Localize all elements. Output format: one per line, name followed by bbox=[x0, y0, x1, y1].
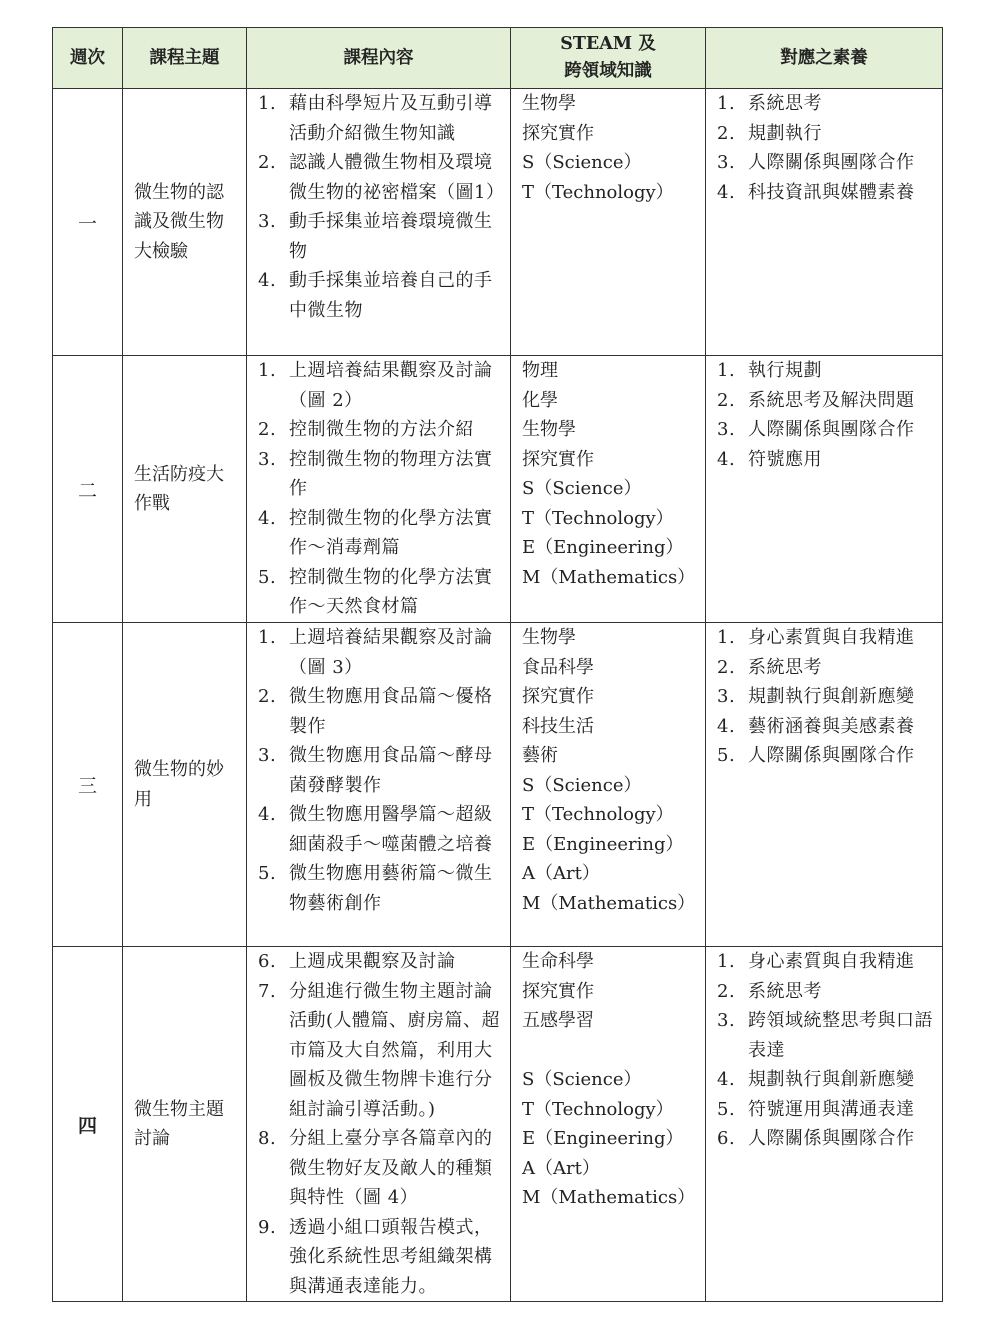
literacy-list bbox=[706, 356, 942, 474]
list-item bbox=[247, 504, 510, 563]
item-number: 5. bbox=[717, 1098, 736, 1120]
item-number: 2. bbox=[717, 122, 736, 144]
list-item bbox=[247, 207, 510, 266]
list-item bbox=[706, 415, 942, 445]
content-cell bbox=[247, 89, 511, 356]
literacy-list bbox=[706, 89, 942, 207]
item-text: 人際關係與團隊合作 bbox=[748, 419, 915, 440]
header-topic: 課程主題 bbox=[123, 28, 247, 89]
header-row bbox=[53, 28, 943, 89]
steam-item: E（Engineering） bbox=[522, 537, 684, 558]
steam-item: A（Art） bbox=[522, 863, 600, 884]
steam-item: 食品科學 bbox=[522, 656, 594, 678]
steam-item: T（Technology） bbox=[522, 507, 674, 529]
list-item bbox=[706, 1006, 942, 1065]
list-item bbox=[706, 977, 942, 1007]
steam-item: S（Science） bbox=[522, 478, 642, 499]
steam-item: M（Mathematics） bbox=[522, 892, 696, 914]
item-text: 藉由科學短片及互動引導活動介紹微生物知識 bbox=[289, 93, 493, 144]
list-item bbox=[706, 1124, 942, 1154]
item-number: 1. bbox=[717, 627, 736, 648]
item-text: 人際關係與團隊合作 bbox=[748, 1128, 915, 1149]
steam-item: 探究實作 bbox=[522, 686, 594, 707]
week-cell: 一 bbox=[53, 89, 123, 356]
steam-list bbox=[511, 356, 705, 592]
header-content: 課程內容 bbox=[247, 28, 511, 89]
week-cell: 二 bbox=[53, 356, 123, 623]
item-number: 2. bbox=[717, 389, 736, 411]
steam-item: S（Science） bbox=[522, 152, 642, 173]
item-number: 4. bbox=[258, 270, 277, 291]
list-item bbox=[706, 653, 942, 683]
item-text: 認識人體微生物相及環境微生物的祕密檔案（圖1） bbox=[289, 152, 505, 203]
item-text: 科技資訊與媒體素養 bbox=[748, 181, 915, 203]
item-number: 4. bbox=[258, 804, 277, 825]
item-number: 2. bbox=[258, 419, 277, 440]
header-steam-line1: STEAM 及 bbox=[560, 34, 656, 54]
list-item bbox=[247, 623, 510, 682]
item-text: 上週培養結果觀察及討論（圖 3） bbox=[289, 627, 493, 678]
item-number: 1. bbox=[717, 93, 736, 114]
list-item bbox=[247, 741, 510, 800]
steam-item: E（Engineering） bbox=[522, 833, 684, 855]
item-number: 2. bbox=[258, 686, 277, 707]
item-text: 分組進行微生物主題討論活動(人體篇、廚房篇、超市篇及大自然篇，利用大圖板及微生物牌卡進行分組討論引導活動。) bbox=[289, 980, 501, 1120]
steam-item: A（Art） bbox=[522, 1157, 600, 1179]
item-number: 5. bbox=[258, 863, 277, 884]
item-number: 6. bbox=[258, 951, 277, 972]
list-item bbox=[247, 356, 510, 415]
list-item bbox=[706, 1065, 942, 1095]
list-item bbox=[247, 1124, 510, 1213]
header-week: 週次 bbox=[53, 28, 123, 89]
item-number: 3. bbox=[717, 152, 736, 173]
item-text: 人際關係與團隊合作 bbox=[748, 745, 915, 766]
item-number: 2. bbox=[717, 656, 736, 678]
item-text: 執行規劃 bbox=[748, 360, 822, 381]
content-list bbox=[247, 947, 510, 1301]
steam-item: 生物學 bbox=[522, 627, 576, 648]
steam-cell bbox=[511, 356, 706, 623]
item-number: 9. bbox=[258, 1216, 277, 1238]
item-text: 規劃執行 bbox=[748, 122, 822, 144]
item-number: 3. bbox=[258, 745, 277, 766]
item-text: 透過小組口頭報告模式，強化系統性思考組織架構與溝通表達能力。 bbox=[289, 1216, 493, 1297]
literacy-list bbox=[706, 623, 942, 771]
steam-item: 藝術 bbox=[522, 745, 558, 766]
list-item bbox=[706, 947, 942, 977]
list-item bbox=[706, 1095, 942, 1125]
item-text: 微生物應用食品篇～優格製作 bbox=[289, 686, 493, 737]
topic-cell: 微生物的妙用 bbox=[123, 623, 247, 947]
steam-item: 化學 bbox=[522, 389, 558, 411]
list-item bbox=[706, 682, 942, 712]
steam-item: M（Mathematics） bbox=[522, 566, 696, 588]
table-row bbox=[53, 356, 943, 623]
steam-item: 五感學習 bbox=[522, 1010, 594, 1031]
item-number: 4. bbox=[258, 507, 277, 529]
item-text: 系統思考 bbox=[748, 980, 822, 1002]
item-number: 4. bbox=[717, 715, 736, 737]
list-item bbox=[247, 445, 510, 504]
item-number: 4. bbox=[717, 1069, 736, 1090]
item-number: 3. bbox=[258, 448, 277, 470]
topic-cell: 生活防疫大作戰 bbox=[123, 356, 247, 623]
content-list bbox=[247, 89, 510, 325]
steam-item: 探究實作 bbox=[522, 122, 594, 144]
steam-item: 科技生活 bbox=[522, 715, 594, 737]
item-text: 規劃執行與創新應變 bbox=[748, 686, 915, 707]
literacy-cell bbox=[706, 623, 943, 947]
content-cell bbox=[247, 947, 511, 1302]
list-item bbox=[706, 712, 942, 742]
item-number: 7. bbox=[258, 980, 277, 1002]
steam-list bbox=[511, 623, 705, 918]
item-number: 1. bbox=[258, 627, 277, 648]
steam-item: S（Science） bbox=[522, 1069, 642, 1090]
list-item bbox=[247, 563, 510, 622]
item-number: 3. bbox=[717, 419, 736, 440]
item-number: 1. bbox=[258, 360, 277, 381]
list-item bbox=[706, 148, 942, 178]
steam-list bbox=[511, 947, 705, 1213]
week-cell: 四 bbox=[53, 947, 123, 1302]
item-number: 3. bbox=[258, 211, 277, 232]
list-item bbox=[247, 947, 510, 977]
item-text: 動手採集並培養自己的手中微生物 bbox=[289, 270, 493, 321]
list-item bbox=[706, 386, 942, 416]
literacy-cell bbox=[706, 89, 943, 356]
literacy-cell bbox=[706, 356, 943, 623]
list-item bbox=[706, 119, 942, 149]
item-text: 人際關係與團隊合作 bbox=[748, 152, 915, 173]
topic-cell: 微生物的認識及微生物大檢驗 bbox=[123, 89, 247, 356]
steam-item: 生命科學 bbox=[522, 951, 594, 972]
steam-cell bbox=[511, 623, 706, 947]
item-text: 動手採集並培養環境微生物 bbox=[289, 211, 493, 262]
list-item bbox=[706, 623, 942, 653]
steam-item: T（Technology） bbox=[522, 804, 674, 825]
list-item bbox=[247, 89, 510, 148]
list-item bbox=[247, 800, 510, 859]
list-item bbox=[247, 148, 510, 207]
item-text: 分組上臺分享各篇章內的微生物好友及敵人的種類與特性（圖 4） bbox=[289, 1128, 493, 1208]
topic-cell: 微生物主題討論 bbox=[123, 947, 247, 1302]
list-item bbox=[247, 1213, 510, 1302]
steam-list bbox=[511, 89, 705, 207]
curriculum-table bbox=[52, 27, 943, 1302]
list-item bbox=[706, 178, 942, 208]
item-text: 符號應用 bbox=[748, 448, 822, 470]
item-number: 4. bbox=[717, 181, 736, 203]
table-row bbox=[53, 89, 943, 356]
item-number: 3. bbox=[717, 686, 736, 707]
item-text: 控制微生物的化學方法實作～天然食材篇 bbox=[289, 566, 493, 617]
item-number: 5. bbox=[258, 566, 277, 588]
list-item bbox=[247, 415, 510, 445]
list-item bbox=[247, 977, 510, 1125]
item-number: 8. bbox=[258, 1128, 277, 1149]
item-number: 3. bbox=[717, 1010, 736, 1031]
steam-item: 探究實作 bbox=[522, 448, 594, 470]
steam-item: 生物學 bbox=[522, 93, 576, 114]
item-text: 藝術涵養與美感素養 bbox=[748, 715, 915, 737]
item-number: 5. bbox=[717, 745, 736, 766]
item-number: 2. bbox=[258, 152, 277, 173]
steam-spacer bbox=[522, 1036, 701, 1066]
item-text: 控制微生物的方法介紹 bbox=[289, 419, 474, 440]
item-text: 微生物應用醫學篇～超級細菌殺手～噬菌體之培養 bbox=[289, 804, 493, 855]
content-list bbox=[247, 623, 510, 918]
steam-cell bbox=[511, 89, 706, 356]
list-item bbox=[247, 682, 510, 741]
list-item bbox=[706, 445, 942, 475]
item-text: 系統思考及解決問題 bbox=[748, 389, 915, 411]
item-number: 6. bbox=[717, 1128, 736, 1149]
header-literacy: 對應之素養 bbox=[706, 28, 943, 89]
content-cell bbox=[247, 623, 511, 947]
steam-item: T（Technology） bbox=[522, 1098, 674, 1120]
item-text: 上週成果觀察及討論 bbox=[289, 951, 456, 972]
header-steam-line2: 跨領域知識 bbox=[564, 61, 652, 81]
steam-item: 探究實作 bbox=[522, 980, 594, 1002]
item-text: 系統思考 bbox=[748, 93, 822, 114]
literacy-cell bbox=[706, 947, 943, 1302]
list-item bbox=[706, 89, 942, 119]
item-text: 控制微生物的物理方法實作 bbox=[289, 448, 493, 499]
header-steam bbox=[511, 28, 706, 89]
item-text: 微生物應用食品篇～酵母菌發酵製作 bbox=[289, 745, 493, 796]
item-number: 4. bbox=[717, 448, 736, 470]
content-list bbox=[247, 356, 510, 622]
list-item bbox=[247, 266, 510, 325]
steam-item: 生物學 bbox=[522, 419, 576, 440]
list-item bbox=[247, 859, 510, 918]
steam-item: S（Science） bbox=[522, 774, 642, 796]
item-text: 跨領域統整思考與口語表達 bbox=[748, 1010, 933, 1061]
content-cell bbox=[247, 356, 511, 623]
steam-cell bbox=[511, 947, 706, 1302]
item-text: 符號運用與溝通表達 bbox=[748, 1098, 915, 1120]
item-text: 系統思考 bbox=[748, 656, 822, 678]
list-item bbox=[706, 356, 942, 386]
item-text: 身心素質與自我精進 bbox=[748, 627, 915, 648]
item-text: 控制微生物的化學方法實作～消毒劑篇 bbox=[289, 507, 493, 558]
steam-item: E（Engineering） bbox=[522, 1128, 684, 1149]
table-row bbox=[53, 623, 943, 947]
table-row bbox=[53, 947, 943, 1302]
item-number: 1. bbox=[717, 951, 736, 972]
item-number: 1. bbox=[258, 93, 277, 114]
week-cell: 三 bbox=[53, 623, 123, 947]
item-text: 微生物應用藝術篇～微生物藝術創作 bbox=[289, 863, 493, 914]
steam-item: 物理 bbox=[522, 360, 558, 381]
steam-item: T（Technology） bbox=[522, 181, 674, 203]
item-text: 上週培養結果觀察及討論（圖 2） bbox=[289, 360, 493, 411]
list-item bbox=[706, 741, 942, 771]
item-text: 身心素質與自我精進 bbox=[748, 951, 915, 972]
item-number: 2. bbox=[717, 980, 736, 1002]
item-number: 1. bbox=[717, 360, 736, 381]
steam-item: M（Mathematics） bbox=[522, 1187, 696, 1208]
item-text: 規劃執行與創新應變 bbox=[748, 1069, 915, 1090]
literacy-list bbox=[706, 947, 942, 1154]
